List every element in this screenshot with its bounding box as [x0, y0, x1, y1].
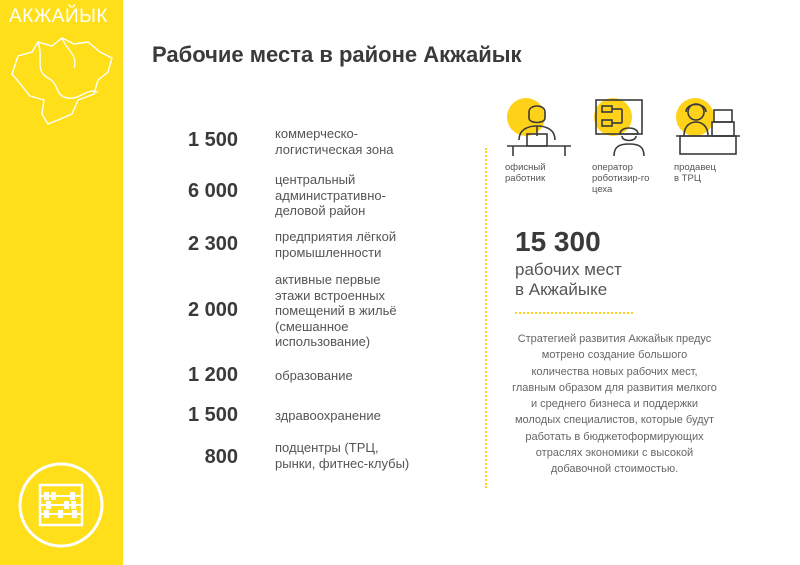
job-label: активные первые этажи встроенных помещений в жильё (смешанное использование) [275, 272, 397, 349]
mall-seller-icon [674, 96, 744, 158]
job-label: образование [275, 368, 353, 383]
robot-operator-icon [592, 96, 662, 158]
role-office-worker [505, 96, 575, 184]
column-divider [485, 148, 487, 488]
job-count: 2 300 [187, 233, 238, 255]
job-count: 2 000 [187, 299, 238, 321]
jobs-list [150, 0, 440, 565]
district-map-icon [8, 34, 116, 126]
job-count: 1 500 [187, 404, 238, 426]
strategy-description: Стратегией развития Акжайык предус мотрено создание большого количества новых рабочих мест, главным образом для развития мелкого и среднего бизнеса и поддержки молодых специалистов, которые будут работать в бюджетоформирующих отраслях экономики с высокой добавочной стоимостью. [512, 333, 717, 476]
role-label: офисный работник [505, 162, 546, 184]
job-count: 1 200 [187, 364, 238, 386]
job-label: здравоохранение [275, 408, 381, 423]
job-label: предприятия лёгкой промышленности [275, 229, 397, 260]
role-label: оператор роботизир-го цеха [592, 162, 650, 195]
total-jobs: 15 300 [515, 226, 601, 257]
sidebar [0, 0, 123, 565]
summary-divider [515, 312, 633, 314]
role-robot-operator [592, 96, 662, 195]
job-count: 6 000 [187, 180, 238, 202]
job-label: подцентры (ТРЦ, рынки, фитнес-клубы) [275, 440, 410, 471]
abacus-icon [18, 462, 104, 548]
brand-name: АКЖАЙЫК [9, 6, 109, 27]
job-count: 1 500 [187, 129, 238, 151]
office-worker-icon [505, 96, 575, 158]
job-label: центральный административно- деловой район [275, 172, 386, 218]
page-title: Рабочие места в районе Акжайык [152, 42, 522, 67]
job-count: 800 [204, 446, 238, 468]
job-label: коммерческо- логистическая зона [275, 126, 394, 157]
role-label: продавец в ТРЦ [674, 162, 716, 184]
total-jobs-caption: рабочих мест в Акжайыке [515, 260, 622, 299]
role-mall-seller [674, 96, 744, 184]
